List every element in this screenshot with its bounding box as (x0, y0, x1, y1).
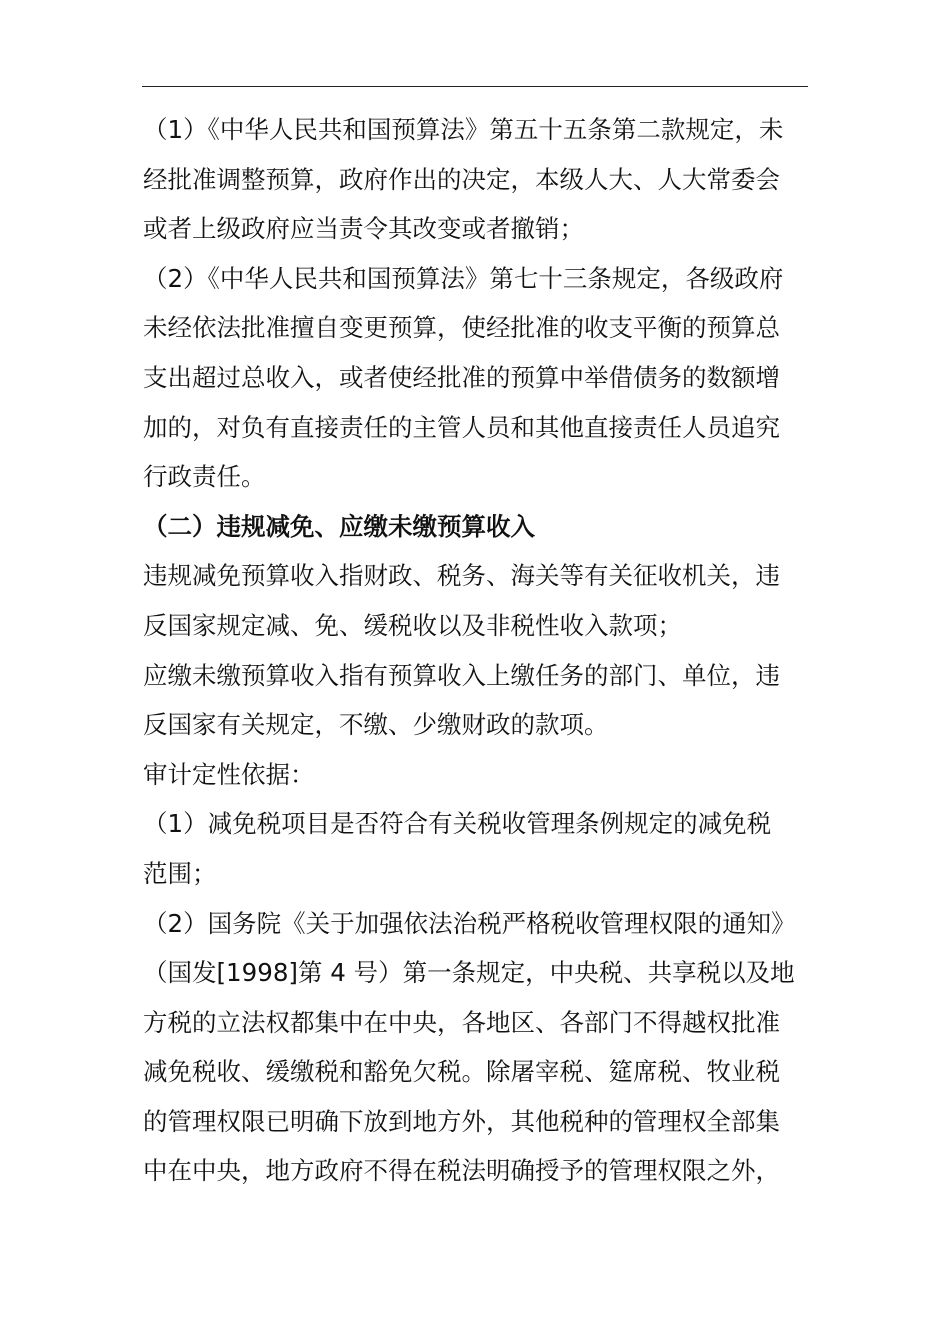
paragraph-line: 经批准调整预算，政府作出的决定，本级人大、人大常委会 (143, 164, 780, 194)
paragraph-line: 加的，对负有直接责任的主管人员和其他直接责任人员追究 (143, 412, 780, 442)
paragraph-line: （1）《中华人民共和国预算法》第五十五条第二款规定，未 (143, 115, 784, 144)
paragraph-line: 应缴未缴预算收入指有预算收入上缴任务的部门、单位，违 (143, 660, 780, 690)
header-divider (142, 86, 808, 87)
paragraph-line: 反国家规定减、免、缓税收以及非税性收入款项； (143, 610, 682, 640)
paragraph-line: 范围； (143, 858, 217, 888)
paragraph-line: 中在中央，地方政府不得在税法明确授予的管理权限之外， (143, 1156, 780, 1186)
document-body (143, 105, 811, 1196)
paragraph-line: 方税的立法权都集中在中央，各地区、各部门不得越权批准 (143, 1007, 780, 1037)
paragraph-line: 行政责任。 (143, 462, 266, 492)
paragraph-line: 违规减免预算收入指财政、税务、海关等有关征收机关，违 (143, 561, 780, 591)
paragraph-line: 审计定性依据： (143, 759, 315, 789)
paragraph-line: 或者上级政府应当责令其改变或者撤销； (143, 214, 584, 244)
paragraph-line: （2）《中华人民共和国预算法》第七十三条规定，各级政府 (143, 263, 784, 293)
paragraph-line: 反国家有关规定，不缴、少缴财政的款项。 (143, 710, 609, 740)
section-heading: （二）违规减免、应缴未缴预算收入 (143, 511, 535, 541)
paragraph-line: 的管理权限已明确下放到地方外，其他税种的管理权全部集 (143, 1106, 780, 1136)
paragraph-line: 支出超过总收入，或者使经批准的预算中举借债务的数额增 (143, 362, 780, 392)
paragraph-line: 减免税收、缓缴税和豁免欠税。除屠宰税、筵席税、牧业税 (143, 1057, 780, 1087)
paragraph-line: （1）减免税项目是否符合有关税收管理条例规定的减免税 (143, 809, 772, 839)
paragraph-line: （2）国务院《关于加强依法治税严格税收管理权限的通知》 (143, 908, 796, 938)
paragraph-line: 未经依法批准擅自变更预算，使经批准的收支平衡的预算总 (143, 313, 780, 343)
paragraph-line: （国发[1998]第 4 号）第一条规定，中央税、共享税以及地 (143, 958, 795, 988)
